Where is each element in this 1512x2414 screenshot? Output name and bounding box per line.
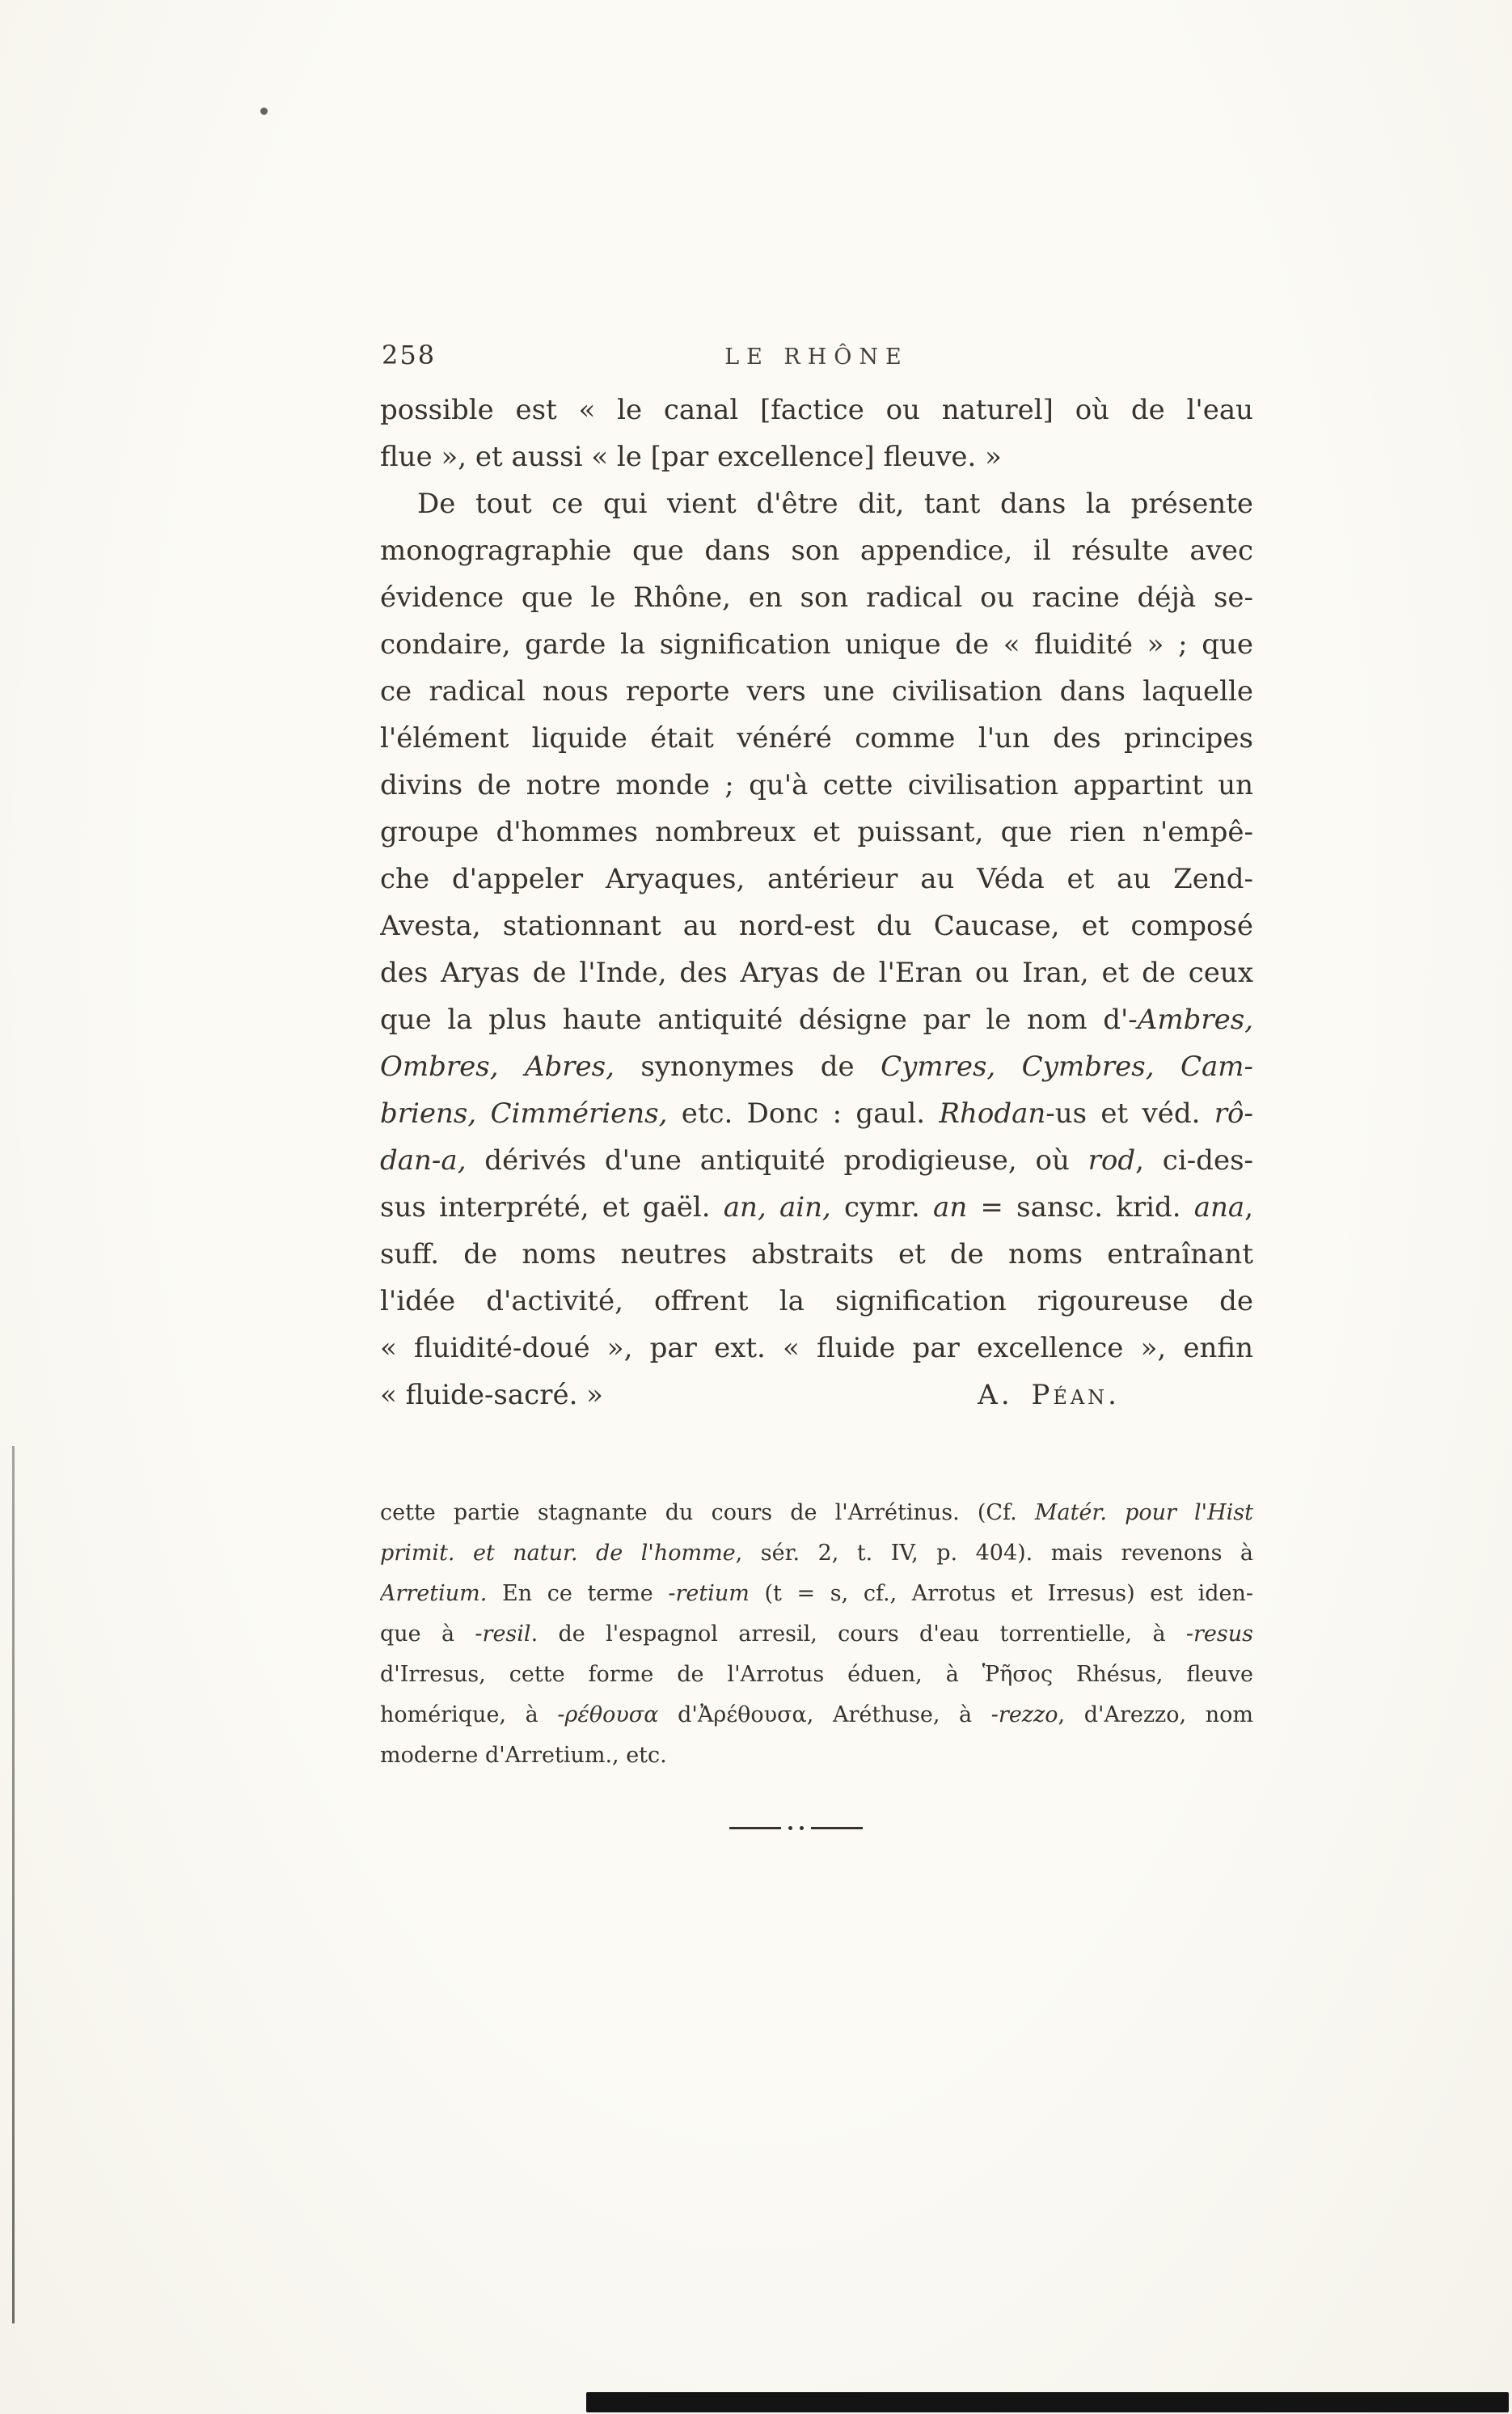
text-line: moderne d'Arretium., etc. bbox=[380, 1743, 667, 1768]
text-line: condaire, garde la signification unique de « fluidité » ; que bbox=[380, 628, 1253, 661]
scan-artifact-bar bbox=[586, 2392, 1509, 2412]
tailpiece-divider bbox=[729, 1826, 863, 1830]
text-line: monogragraphie que dans son appendice, il résulte avec bbox=[380, 535, 1253, 567]
text-line: évidence que le Rhône, en son radical ou racine déjà se- bbox=[380, 581, 1253, 614]
text-line: Ombres, Abres, synonymes de Cymres, Cymbres, Cam- bbox=[380, 1051, 1253, 1083]
body-last-line: « fluide-sacré. » bbox=[380, 1379, 603, 1411]
text-line: l'élément liquide était vénéré comme l'un des principes bbox=[380, 722, 1253, 755]
text-line bbox=[380, 1372, 1253, 1418]
text-line: divins de notre monde ; qu'à cette civilisation appartint un bbox=[380, 769, 1253, 801]
text-line: suff. de noms neutres abstraits et de noms entraînant bbox=[380, 1238, 1253, 1270]
footnote bbox=[380, 1493, 1253, 1776]
text-line: dan-a, dérivés d'une antiquité prodigieuse, où rod, ci-des- bbox=[380, 1144, 1253, 1177]
text-line: flue », et aussi « le [par excellence] fleuve. » bbox=[380, 441, 1002, 473]
binding-shadow-line bbox=[12, 1446, 15, 2323]
text-line: d'Irresus, cette forme de l'Arrotus éduen, à Ῥῆσος Rhésus, fleuve bbox=[380, 1662, 1253, 1687]
text-line: groupe d'hommes nombreux et puissant, que rien n'empê- bbox=[380, 816, 1253, 848]
text-line: que la plus haute antiquité désigne par le nom d'-Ambres, bbox=[380, 1004, 1253, 1036]
text-line: homérique, à -ρέθουσα d'Ἀρέθουσα, Aréthuse, à -rezzo, d'Arezzo, nom bbox=[380, 1702, 1253, 1727]
text-line: sus interprété, et gaël. an, ain, cymr. an = sansc. krid. ana, bbox=[380, 1191, 1253, 1224]
divider-line bbox=[729, 1827, 781, 1829]
text-line: Arretium. En ce terme -retium (t = s, cf., Arrotus et Irresus) est iden- bbox=[380, 1581, 1253, 1606]
text-line: briens, Cimmériens, etc. Donc : gaul. Rhodan-us et véd. rô- bbox=[380, 1097, 1253, 1130]
running-title: LE RHÔNE bbox=[724, 345, 909, 370]
scan-speck bbox=[260, 108, 268, 115]
text-line: primit. et natur. de l'homme, sér. 2, t. IV, p. 404). mais revenons à bbox=[380, 1541, 1253, 1566]
text-line: ce radical nous reporte vers une civilisation dans laquelle bbox=[380, 675, 1253, 708]
divider-dot bbox=[800, 1826, 804, 1830]
page-header bbox=[380, 338, 1253, 375]
text-line: cette partie stagnante du cours de l'Arrétinus. (Cf. Matér. pour l'Hist bbox=[380, 1500, 1253, 1525]
text-line: des Aryas de l'Inde, des Aryas de l'Eran ou Iran, et de ceux bbox=[380, 957, 1253, 989]
text-line: « fluidité-doué », par ext. « fluide par excellence », enfin bbox=[380, 1332, 1253, 1364]
divider-line bbox=[811, 1827, 863, 1829]
body-lines bbox=[380, 387, 1253, 1372]
divider-dot bbox=[788, 1826, 792, 1830]
text-line: que à -resil. de l'espagnol arresil, cours d'eau torrentielle, à -resus bbox=[380, 1621, 1253, 1647]
author-signature: A. Péan. bbox=[978, 1379, 1120, 1411]
text-line: che d'appeler Aryaques, antérieur au Véda et au Zend- bbox=[380, 863, 1253, 895]
text-line: possible est « le canal [factice ou naturel] où de l'eau bbox=[380, 394, 1253, 426]
body-text bbox=[380, 387, 1253, 1418]
page-number: 258 bbox=[382, 340, 437, 370]
text-line: Avesta, stationnant au nord-est du Caucase, et composé bbox=[380, 910, 1253, 942]
text-block bbox=[380, 338, 1253, 1830]
text-line: l'idée d'activité, offrent la signification rigoureuse de bbox=[380, 1285, 1253, 1317]
footnote-lines bbox=[380, 1493, 1253, 1776]
text-line: De tout ce qui vient d'être dit, tant dans la présente bbox=[417, 488, 1253, 520]
